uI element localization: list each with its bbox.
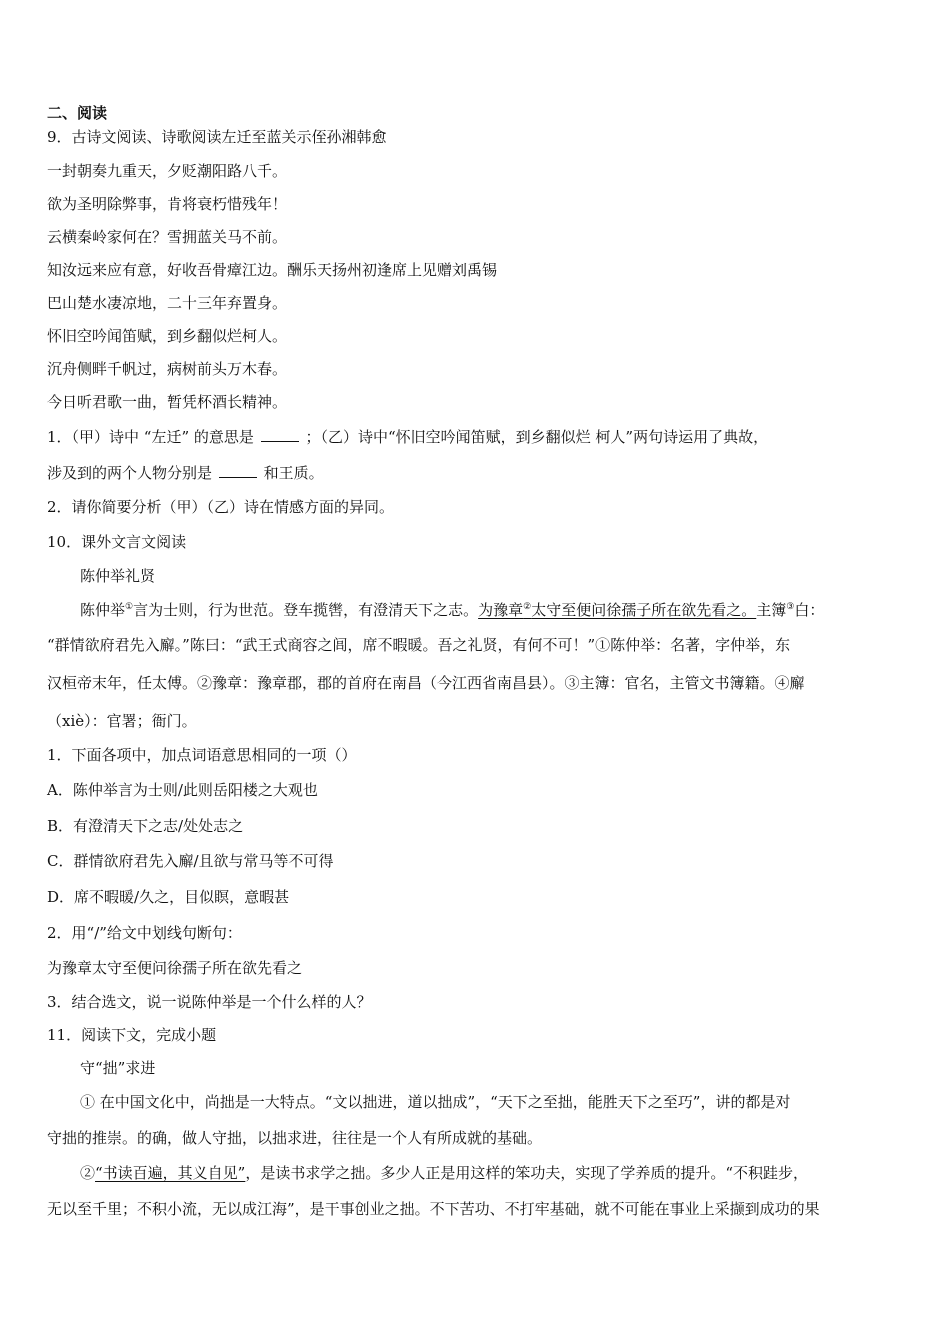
poem-line: 云横秦岭家何在？雪拥蓝关马不前。: [47, 228, 288, 246]
option-c[interactable]: C．群情欲府君先入廨/且欲与常马等不可得: [47, 852, 334, 870]
q9-heading: 9．古诗文阅读、诗歌阅读左迁至蓝关示侄孙湘韩愈: [47, 128, 387, 146]
section-title: 二、阅读: [47, 104, 108, 122]
q10-para4: （xiè）：官署；衙门。: [47, 712, 197, 730]
footnote-mark: ①: [125, 602, 134, 612]
q11-para1-line1: ① 在中国文化中，尚拙是一大特点。“文以拙进，道以拙成”，“天下之至拙，能胜天下之至巧”，讲的都是对: [80, 1093, 791, 1111]
underlined-quote: “书读百遍，其义自见”: [95, 1164, 246, 1182]
q9-sub2: 2．请你简要分析（甲）（乙）诗在情感方面的异同。: [47, 498, 395, 516]
poem-line: 欲为圣明除弊事，肯将衰朽惜残年！: [47, 195, 288, 213]
q10-text: 主簿: [756, 601, 787, 619]
footnote-mark: ③: [786, 602, 795, 612]
q9-sub1-text-b: ；（乙）诗中“怀旧空吟闻笛赋，到乡翻似烂 柯人”两句诗运用了典故，: [305, 428, 769, 446]
q9-sub1-text-a: 1．（甲）诗中 “左迁” 的意思是: [47, 428, 254, 446]
q10-sub2-text: 为豫章太守至便问徐孺子所在欲先看之: [47, 959, 303, 977]
footnote-mark: ②: [523, 602, 532, 612]
underlined-sentence: [478, 601, 756, 619]
q10-para1: [80, 600, 824, 620]
q11-para1-line2: 守拙的推崇。的确，做人守拙，以拙求进，往往是一个人有所成就的基础。: [47, 1129, 543, 1147]
poem-line: 今日听君歌一曲，暂凭杯酒长精神。: [47, 393, 288, 411]
poem-line: 一封朝奏九重天，夕贬潮阳路八千。: [47, 162, 288, 180]
q9-sub1-text-c: 涉及到的两个人物分别是: [47, 464, 213, 482]
q11-para2-line1: [80, 1163, 808, 1183]
q10-text: 言为士则，行为世范。登车揽辔，有澄清天下之志。: [133, 601, 479, 619]
q10-para3: 汉桓帝末年，任太傅。②豫章：豫章郡，郡的首府在南昌（今江西省南昌县）。③主簿：官名，主管文书簿籍。④廨: [47, 674, 805, 692]
q10-para2: “群情欲府君先入廨。”陈曰：“武王式商容之闾，席不暇暖。吾之礼贤，有何不可！”①陈仲举：名著，字仲举，东: [47, 636, 791, 654]
option-a[interactable]: A．陈仲举言为士则/此则岳阳楼之大观也: [47, 781, 318, 799]
q9-sub1-cont: [47, 463, 324, 483]
q10-underlined-text: 太守至便问徐孺子所在欲先看之。: [531, 601, 757, 619]
answer-blank[interactable]: [219, 463, 257, 478]
q10-sub2: 2．用“/”给文中划线句断句：: [47, 924, 242, 942]
option-d[interactable]: D．席不暇暖/久之，目似瞑，意暇甚: [47, 888, 290, 906]
poem-line: 沉舟侧畔千帆过，病树前头万木春。: [47, 360, 288, 378]
option-b[interactable]: B．有澄清天下之志/处处志之: [47, 817, 244, 835]
q9-sub1: [47, 427, 768, 447]
q11-heading: 11．阅读下文，完成小题: [47, 1026, 217, 1044]
q11-para2-line2: 无以至千里；不积小流，无以成江海”，是干事创业之拙。不下苦功、不打牢基础，就不可能在事业上采撷到成功的果: [47, 1200, 820, 1218]
answer-blank[interactable]: [261, 427, 299, 442]
q10-underlined-text: 为豫章: [478, 601, 524, 619]
q11-title: 守“拙”求进: [80, 1059, 156, 1077]
q10-sub3: 3．结合选文，说一说陈仲举是一个什么样的人？: [47, 993, 372, 1011]
q10-text: 陈仲举: [80, 601, 126, 619]
poem-line: 知汝远来应有意，好收吾骨瘴江边。酬乐天扬州初逢席上见赠刘禹锡: [47, 261, 498, 279]
q10-heading: 10．课外文言文阅读: [47, 533, 187, 551]
q9-sub1-text-d: 和王质。: [263, 464, 324, 482]
poem-line: 怀旧空吟闻笛赋，到乡翻似烂柯人。: [47, 327, 288, 345]
q10-title: 陈仲举礼贤: [80, 567, 156, 585]
q11-text: ，是读书求学之拙。多少人正是用这样的笨功夫，实现了学养质的提升。“不积跬步，: [245, 1164, 809, 1182]
q10-sub1: 1．下面各项中，加点词语意思相同的一项（）: [47, 746, 357, 764]
poem-line: 巴山楚水凄凉地，二十三年弃置身。: [47, 294, 288, 312]
paragraph-number: ②: [80, 1164, 96, 1182]
q10-text: 白：: [794, 601, 825, 619]
